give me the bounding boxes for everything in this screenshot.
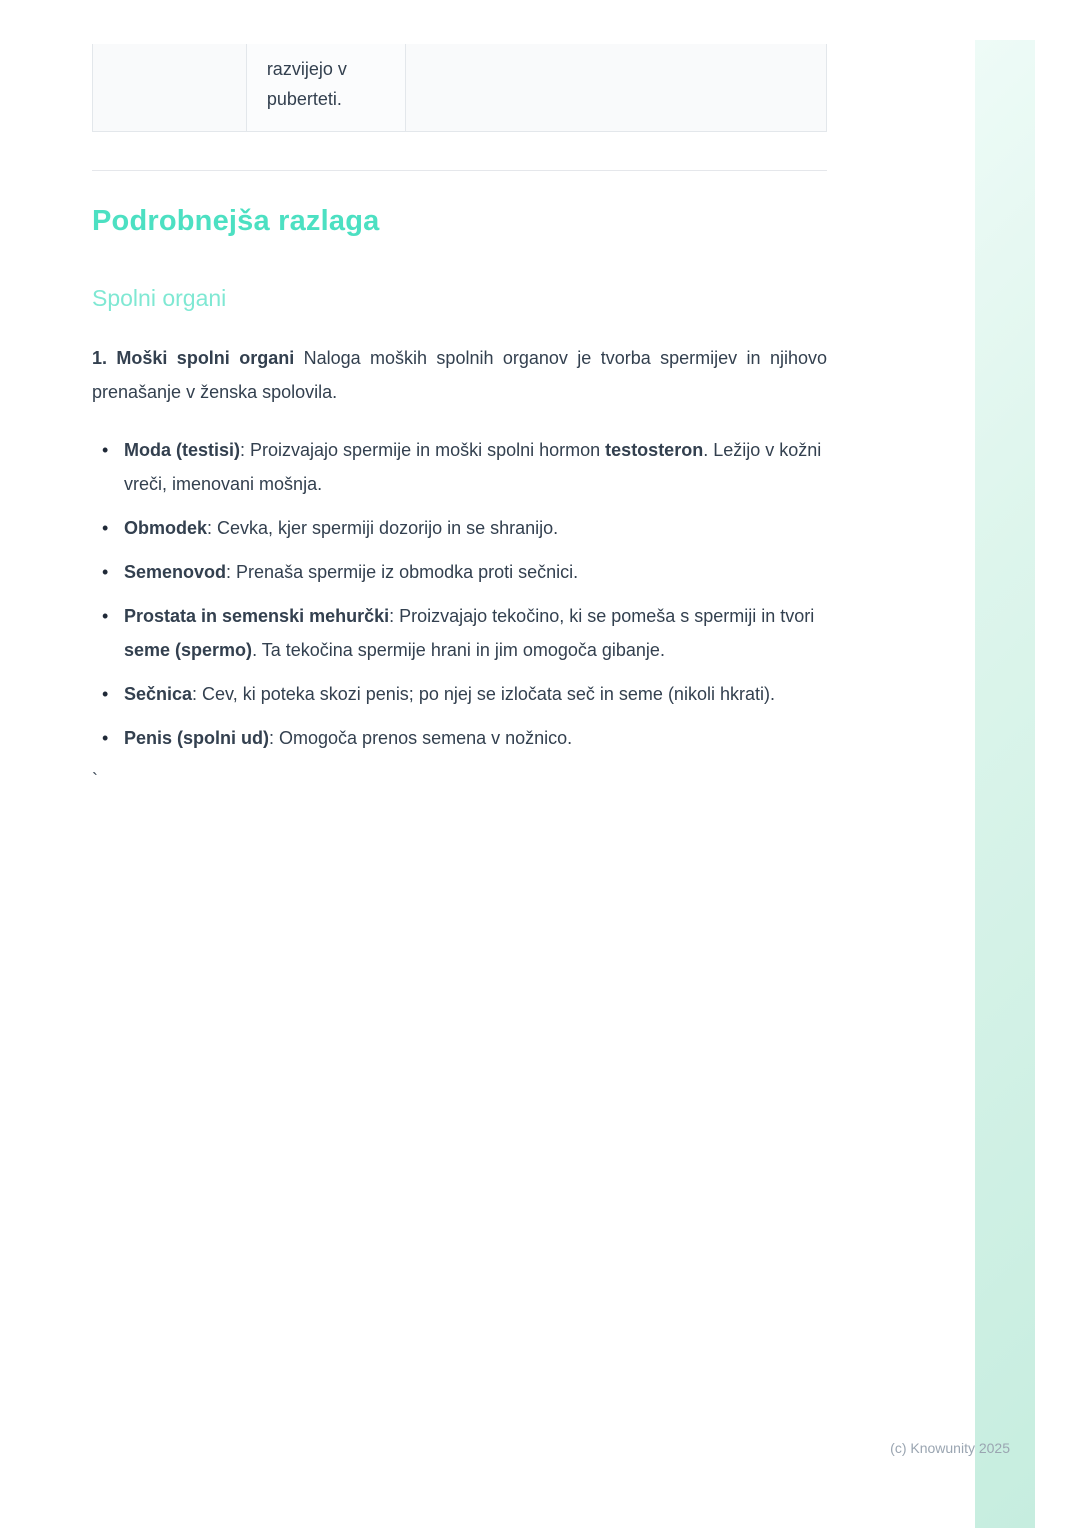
table-cell-right bbox=[406, 44, 826, 131]
term: Moda (testisi) bbox=[124, 440, 241, 460]
page-heading: Podrobnejša razlaga bbox=[92, 205, 380, 237]
list-item bbox=[92, 511, 827, 545]
term: Penis (spolni ud) bbox=[124, 728, 270, 748]
definition: : Omogoča prenos semena v nožnico. bbox=[269, 728, 573, 748]
list-item bbox=[92, 555, 827, 589]
list-item bbox=[92, 433, 827, 501]
term-inline: seme (spermo) bbox=[124, 640, 253, 660]
definition: . Ta tekočina spermije hrani in jim omogoča gibanje. bbox=[252, 640, 665, 660]
term: Sečnica bbox=[124, 684, 193, 704]
intro-bold-lead: 1. Moški spolni organi bbox=[92, 348, 295, 368]
footer-credit: (c) Knowunity 2025 bbox=[890, 1440, 1010, 1456]
list-item bbox=[92, 677, 827, 711]
stray-backtick: ` bbox=[92, 770, 98, 790]
definition: : Cevka, kjer spermiji dozorijo in se shranijo. bbox=[207, 518, 559, 538]
definition: : Proizvajajo tekočino, ki se pomeša s spermiji in tvori bbox=[389, 606, 815, 626]
term: Prostata in semenski mehurčki bbox=[124, 606, 390, 626]
definition: : Proizvajajo spermije in moški spolni hormon bbox=[240, 440, 606, 460]
definition: . Ležijo v kožni vreči, imenovani mošnja. bbox=[124, 440, 822, 494]
list-item bbox=[92, 721, 827, 755]
intro-paragraph bbox=[92, 341, 827, 409]
accent-stripe bbox=[975, 40, 1035, 1528]
term: Obmodek bbox=[124, 518, 208, 538]
list-item bbox=[92, 599, 827, 667]
section-divider bbox=[92, 170, 827, 171]
intro-text: Naloga moških spolnih organov je tvorba spermijev in njihovo prenašanje v ženska spolovila. bbox=[92, 348, 827, 402]
table-cell-middle: razvijejo v puberteti. bbox=[247, 44, 406, 131]
definition: : Cev, ki poteka skozi penis; po njej se izločata seč in seme (nikoli hkrati). bbox=[192, 684, 775, 704]
document-page bbox=[92, 0, 827, 791]
term-inline: testosteron bbox=[605, 440, 704, 460]
definition: : Prenaša spermije iz obmodka proti sečnici. bbox=[226, 562, 579, 582]
organ-bullet-list bbox=[92, 433, 827, 755]
table-fragment bbox=[92, 44, 827, 132]
section-subheading: Spolni organi bbox=[92, 285, 227, 311]
table-cell-left bbox=[93, 44, 247, 131]
term: Semenovod bbox=[124, 562, 227, 582]
